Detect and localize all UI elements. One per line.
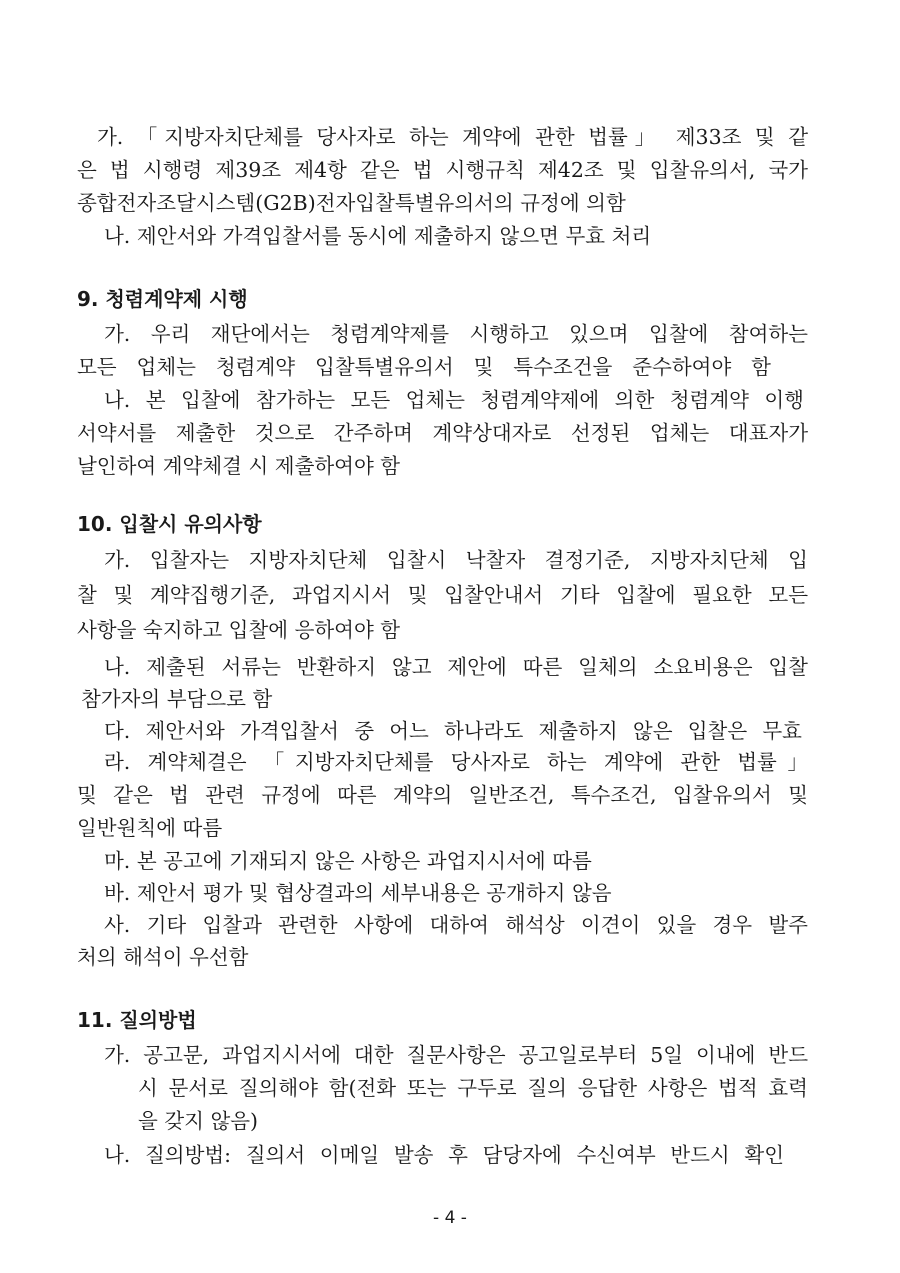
s9-na-line-1: 나. 본 입찰에 참가하는 모든 업체는 청렴계약제에 의한 청렴계약 이행 xyxy=(104,388,804,412)
s8-ga-line-1: 가. 「지방자치단체를 당사자로 하는 계약에 관한 법률」 제33조 및 같 xyxy=(97,125,808,149)
s11-na-line: 나. 질의방법: 질의서 이메일 발송 후 담당자에 수신여부 반드시 확인 xyxy=(104,1143,784,1167)
s9-ga-line-1: 가. 우리 재단에서는 청렴계약제를 시행하고 있으며 입찰에 참여하는 xyxy=(104,322,808,346)
s11-ga-line-1: 가. 공고문, 과업지시서에 대한 질문사항은 공고일로부터 5일 이내에 반드 xyxy=(104,1043,808,1067)
page-number: - 4 - xyxy=(433,1208,467,1228)
s8-ga-line-2: 은 법 시행령 제39조 제4항 같은 법 시행규칙 제42조 및 입찰유의서, 국가 xyxy=(77,158,808,182)
s10-sa-line-2: 처의 해석이 우선함 xyxy=(77,945,249,969)
s10-ra-line-1: 라. 계약체결은 「지방자치단체를 당사자로 하는 계약에 관한 법률」 xyxy=(104,750,808,774)
s10-na-line-2: 참가자의 부담으로 함 xyxy=(81,687,273,711)
s10-ma-line: 마. 본 공고에 기재되지 않은 사항은 과업지시서에 따름 xyxy=(104,849,592,873)
s10-na-line-1: 나. 제출된 서류는 반환하지 않고 제안에 따른 일체의 소요비용은 입찰 xyxy=(104,655,808,679)
s10-ga-line-2: 찰 및 계약집행기준, 과업지시서 및 입찰안내서 기타 입찰에 필요한 모든 xyxy=(77,583,808,607)
section-9-heading: 9. 청렴계약제 시행 xyxy=(77,287,248,311)
s9-na-line-3: 날인하여 계약체결 시 제출하여야 함 xyxy=(77,454,401,478)
s10-sa-line-1: 사. 기타 입찰과 관련한 사항에 대하여 해석상 이견이 있을 경우 발주 xyxy=(104,913,808,937)
s10-da-line: 다. 제안서와 가격입찰서 중 어느 하나라도 제출하지 않은 입찰은 무효 xyxy=(104,719,802,743)
s11-ga-line-3: 을 갖지 않음) xyxy=(138,1109,259,1133)
s10-ga-line-3: 사항을 숙지하고 입찰에 응하여야 함 xyxy=(77,618,401,642)
section-11-heading: 11. 질의방법 xyxy=(77,1008,197,1032)
s10-ga-line-1: 가. 입찰자는 지방자치단체 입찰시 낙찰자 결정기준, 지방자치단체 입 xyxy=(104,548,808,572)
s11-ga-line-2: 시 문서로 질의해야 함(전화 또는 구두로 질의 응답한 사항은 법적 효력 xyxy=(138,1076,808,1100)
s10-ra-line-3: 일반원칙에 따름 xyxy=(77,816,223,840)
s8-na-line: 나. 제안서와 가격입찰서를 동시에 제출하지 않으면 무효 처리 xyxy=(104,224,652,248)
s10-ba-line: 바. 제안서 평가 및 협상결과의 세부내용은 공개하지 않음 xyxy=(104,881,612,905)
section-10-heading: 10. 입찰시 유의사항 xyxy=(77,512,262,536)
s9-na-line-2: 서약서를 제출한 것으로 간주하며 계약상대자로 선정된 업체는 대표자가 xyxy=(77,421,808,445)
s9-ga-line-2: 모든 업체는 청렴계약 입찰특별유의서 및 특수조건을 준수하여야 함 xyxy=(77,355,771,379)
s10-ra-line-2: 및 같은 법 관련 규정에 따른 계약의 일반조건, 특수조건, 입찰유의서 및 xyxy=(77,783,808,807)
s8-ga-line-3: 종합전자조달시스템(G2B)전자입찰특별유의서의 규정에 의함 xyxy=(77,191,626,215)
